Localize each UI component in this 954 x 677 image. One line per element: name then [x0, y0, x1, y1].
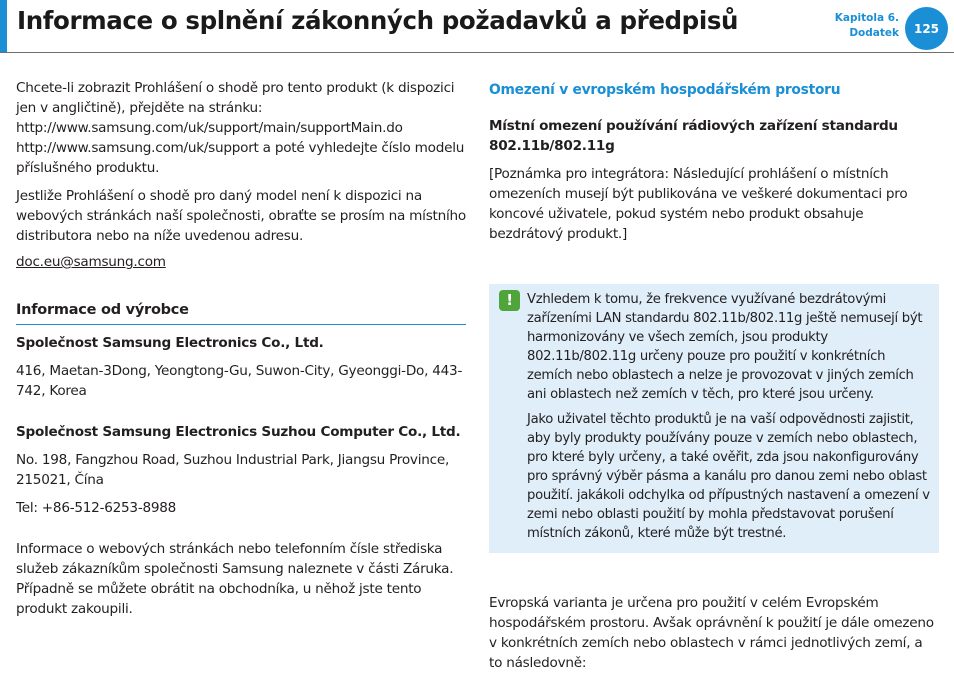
- declaration-fallback-paragraph: Jestliže Prohlášení o shodě pro daný model není k dispozici na webových stránkách naší společnosti, obraťte se prosím na místního distributora nebo na níže uvedenou adresu.: [16, 188, 466, 244]
- note-box: [489, 284, 939, 553]
- chapter-name: Dodatek: [849, 27, 899, 39]
- page-number-badge: 125: [905, 7, 948, 50]
- company-name-korea: Společnost Samsung Electronics Co., Ltd.: [16, 335, 324, 351]
- right-column: [489, 78, 939, 673]
- page-title: Informace o splnění zákonných požadavků a předpisů: [17, 6, 739, 35]
- manufacturer-section-title: Informace od výrobce: [16, 300, 466, 325]
- exclamation-icon: !: [499, 290, 520, 311]
- eea-section-title: Omezení v evropském hospodářském prostoru: [489, 82, 841, 98]
- note-paragraph-frequency: Vzhledem k tomu, že frekvence využívané bezdrátovými zařízeními LAN standardu 802.11b/802.11g ještě nemusejí být harmonizovány ve všech zemích, jsou produkty 802.11b/802.11g určeny pouze pro použití v konkrétních zemích nebo oblastech a nelze je provozovat v jiných zemích ani oblastech než zemích v těch, pro které jsou určeny.: [527, 292, 923, 402]
- company-address-korea: 416, Maetan-3Dong, Yeongtong-Gu, Suwon-City, Gyeonggi-Do, 443-742, Korea: [16, 363, 463, 399]
- eu-variant-paragraph: Evropská varianta je určena pro použití v celém Evropském hospodářském prostoru. Avšak oprávnění k použití je dále omezeno v konkrétních zemích nebo oblastech v rámci jednotlivých zemí, a to následovně:: [489, 595, 934, 671]
- wlan-restrictions-subhead: Místní omezení používání rádiových zařízení standardu 802.11b/802.11g: [489, 118, 898, 154]
- contact-email-link[interactable]: doc.eu@samsung.com: [16, 254, 166, 270]
- customer-service-paragraph: Informace o webových stránkách nebo telefonním čísle střediska služeb zákazníkům společnosti Samsung naleznete v části Záruka. Případně se můžete obrátit na obchodníka, u něhož jste tento produkt zakoupili.: [16, 541, 454, 617]
- note-paragraph-responsibility: Jako uživatel těchto produktů je na vaší odpovědnosti zajistit, aby byly produkty používány pouze v zemích nebo oblastech, pro které byly určeny, a také ověřit, zda jsou nakonfigurovány pro správný výběr pásma a kanálu pro danou zemi nebo oblast použití. jakákoli odchylka od přípustných nastavení a omezení v zemi nebo oblasti použití by mohla představovat porušení místních zákonů, které může být trestné.: [527, 412, 930, 541]
- company-address-suzhou: No. 198, Fangzhou Road, Suzhou Industrial Park, Jiangsu Province, 215021, Čína: [16, 452, 450, 488]
- company-phone: Tel: +86-512-6253-8988: [16, 500, 177, 516]
- chapter-label: [835, 11, 899, 41]
- header-divider: [0, 52, 954, 53]
- left-column: [16, 78, 466, 619]
- header-accent-bar: [0, 0, 7, 52]
- integrator-note: [Poznámka pro integrátora: Následující prohlášení o místních omezeních musejí být publikována ve veškeré dokumentaci pro koncové uživatele, pokud systém nebo produkt obsahuje bezdrátový produkt.]: [489, 166, 908, 242]
- chapter-number: Kapitola 6.: [834, 12, 899, 24]
- declaration-paragraph: Chcete-li zobrazit Prohlášení o shodě pro tento produkt (k dispozici jen v angličtině), přejděte na stránku: http://www.samsung.com/uk/support/main/supportMain.do http://www.samsung.com/uk/support a poté vyhledejte číslo modelu příslušného produktu.: [16, 80, 465, 176]
- company-name-suzhou: Společnost Samsung Electronics Suzhou Computer Co., Ltd.: [16, 424, 461, 440]
